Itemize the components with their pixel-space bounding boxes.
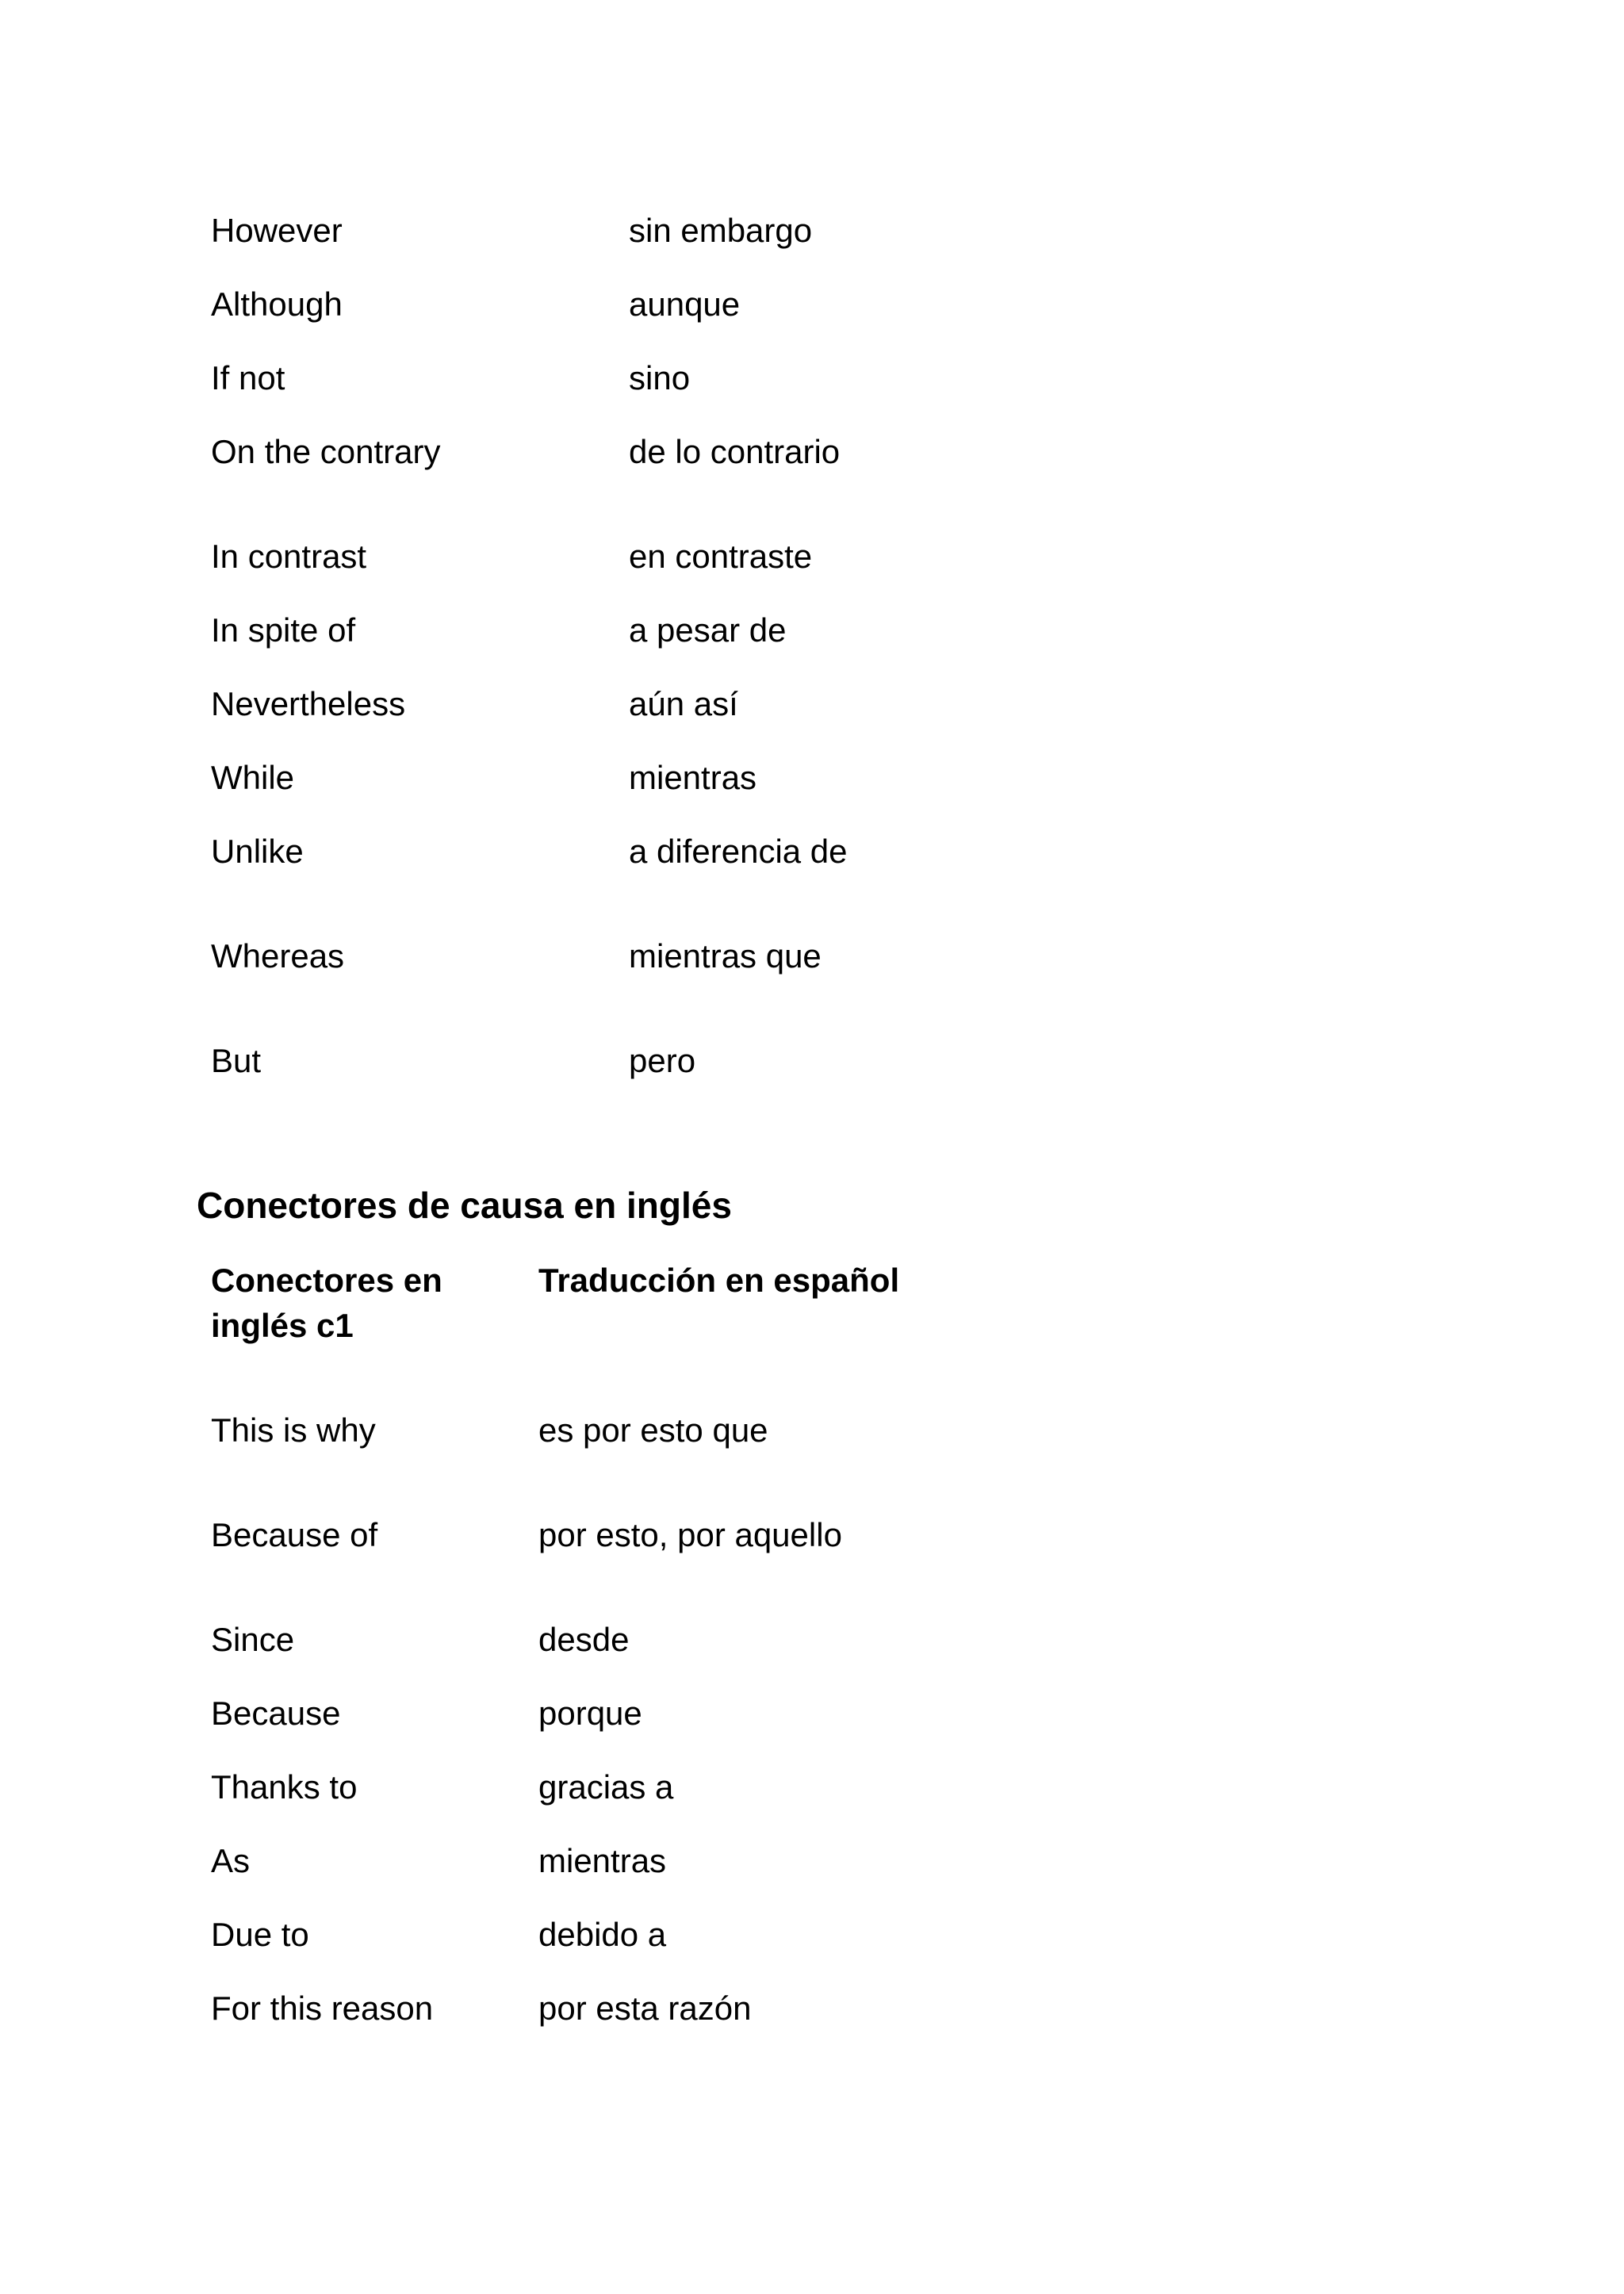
spanish-translation: por esta razón (538, 1990, 752, 2027)
english-term: Because (211, 1695, 341, 1732)
spanish-translation: a diferencia de (629, 833, 848, 870)
english-term: But (211, 1042, 262, 1079)
spanish-translation: de lo contrario (629, 433, 841, 470)
spanish-translation: porque (538, 1695, 642, 1732)
english-term: If not (211, 359, 285, 396)
spanish-translation: desde (538, 1621, 630, 1658)
english-term: In contrast (211, 538, 367, 575)
english-term: While (211, 759, 295, 796)
english-term: Nevertheless (211, 685, 406, 722)
english-term: As (211, 1842, 251, 1879)
spanish-translation: aún así (629, 685, 738, 722)
spanish-translation: debido a (538, 1916, 667, 1953)
english-term: Although (211, 285, 343, 323)
column-header-english: Conectores en inglés c1 (211, 1262, 442, 1344)
spanish-translation: mientras (629, 759, 757, 796)
spanish-translation: gracias a (538, 1768, 674, 1806)
column-header-spanish: Traducción en español (538, 1262, 900, 1299)
english-term: Unlike (211, 833, 304, 870)
english-term: However (211, 212, 343, 249)
spanish-translation: por esto, por aquello (538, 1516, 842, 1553)
spanish-translation: mientras que (629, 937, 822, 975)
spanish-translation: mientras (538, 1842, 667, 1879)
english-term: On the contrary (211, 433, 441, 470)
spanish-translation: es por esto que (538, 1411, 768, 1449)
english-term: This is why (211, 1411, 376, 1449)
spanish-translation: sin embargo (629, 212, 813, 249)
english-term: Whereas (211, 937, 345, 975)
english-term: In spite of (211, 611, 356, 649)
english-term: Thanks to (211, 1768, 358, 1806)
section-heading: Conectores de causa en inglés (197, 1185, 732, 1226)
spanish-translation: en contraste (629, 538, 813, 575)
spanish-translation: pero (629, 1042, 696, 1079)
english-term: Because of (211, 1516, 378, 1553)
spanish-translation: a pesar de (629, 611, 787, 649)
english-term: Since (211, 1621, 295, 1658)
spanish-translation: aunque (629, 285, 741, 323)
spanish-translation: sino (629, 359, 691, 396)
english-term: Due to (211, 1916, 309, 1953)
english-term: For this reason (211, 1990, 434, 2027)
